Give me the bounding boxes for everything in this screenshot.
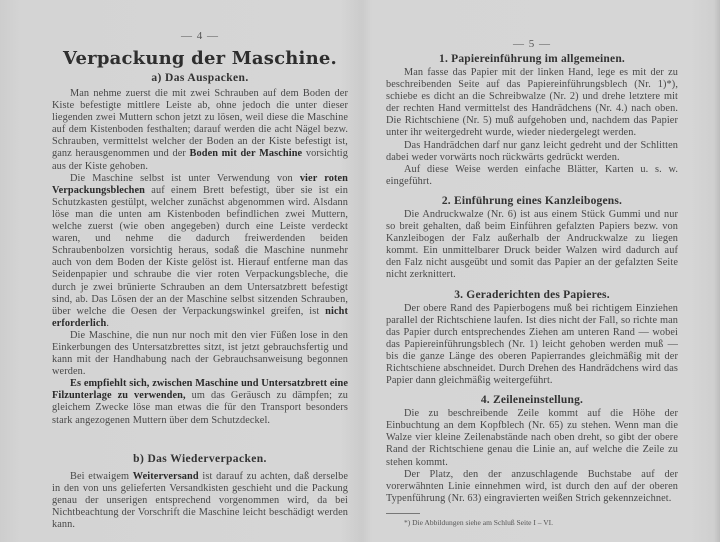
paragraph: Die Andruckwalze (Nr. 6) ist aus einem Stück Gummi und nur so breit gehalten, daß beim Einführen gefalzten Papiers bezw. von Kanzleibogen der Falz außerhalb der Andruckwalze zu liegen kommt. Ein unmittelbarer Druck beider Walzen wird dadurch auf den Falz nicht ausgeübt und somit das Papier an der gefalzten Seite nicht zerknittert. <box>386 208 678 281</box>
emphasized-text: nicht erforderlich <box>52 305 348 329</box>
paragraph <box>52 88 348 173</box>
paragraph <box>52 330 348 378</box>
text-run: auf einem Brett befestigt, über sie ist ein Schutzkasten gestülpt, welcher zunächst abgenommen wird. Alsdann löse man die unten am Kistenboden befindlichen zwei Muttern, welche zuerst (wie oben angegeben) durch eine Leiste verdeckt waren, und nehme die dadurch freiwerdenden beiden Schraubenbolzen vorsichtig heraus, sodaß die Maschine nunmehr auch von dem Boden der Kiste gelöst ist. Hierauf entferne man das Seidenpapier und schraube die vier roten Verpackungsbleche, die durch je zwei brünierte Schrauben an dem Untersatzbrett befestigt sind, ab. Das Lösen der an der Maschine selbst sitzenden Schrauben, über welche die Oesen der Verpackungswinkel greifen, ist <box>52 184 348 317</box>
text-run: vorsichtig aus der Kiste gehoben. <box>52 148 349 172</box>
section-heading-kanzleibogen: 2. Einführung eines Kanzleibogens. <box>441 194 623 207</box>
paragraph: Man fasse das Papier mit der linken Hand, lege es mit der zu beschreibenden Seite auf das Papiereinführungsblech (Nr. 1)*), schiebe es dicht an die Schreibwalze (Nr. 2) und drehe letztere mit der rechten Hand vermittelst des Handrädchens (Nr. 4.) nach oben. Die Richtschiene (Nr. 5) muß aufgehoben und, nachdem das Papier unter ihr weitergedreht wurde, wieder niedergelegt werden. <box>386 67 678 139</box>
section-heading-geraderichten: 3. Geraderichten des Papieres. <box>454 288 610 301</box>
paragraph: Der Platz, den der anzuschlagende Buchstabe auf der vorerwähnten Linie einnehmen wird, ist durch den auf der oberen Typenführung (Nr. 63) eingravierten weißen Strich gekennzeichnet. <box>386 468 678 504</box>
emphasized-text: vier roten Verpackungsblechen <box>52 172 349 196</box>
paragraph: Die zu beschreibende Zeile kommt auf die Höhe der Einbuchtung an dem Kopfblech (Nr. 65) zu stehen. Wenn man die Walze vier kleine Zeilenabstände nach oben dreht, so gibt der obere Rand der Richtschiene genau die Linie an, auf welche die Zeile zu stehen kommt. <box>386 408 678 468</box>
right-page <box>386 0 678 542</box>
section-heading-wiederverpacken: b) Das Wiederverpacken. <box>133 452 267 465</box>
emphasized-text: Boden mit der Maschine <box>189 148 303 160</box>
paragraph: Das Handrädchen darf nur ganz leicht gedreht und der Schlitten dabei weder vorwärts noch rückwärts gedrückt werden. <box>386 139 678 163</box>
text-run: Die Maschine, die nun nur noch mit den vier Füßen lose in den Einkerbungen des Untersatzbrettes sitzt, ist jetzt gebrauchsfertig und kann mit der Handhabung nach der Gebrauchsanweisung begonnen werden. <box>52 329 348 378</box>
emphasized-text: Es empfiehlt sich, zwischen Maschine und Untersatzbrett eine Filzunterlage zu verwenden, <box>52 378 348 402</box>
page-number: — 5 — <box>513 38 551 50</box>
footnote-rule <box>386 513 420 514</box>
text-run: Bei etwaigem <box>70 470 133 482</box>
emphasized-text: Weiterversand <box>132 470 199 482</box>
text-run: . <box>106 317 110 329</box>
chapter-title: Verpackung der Maschine. <box>63 48 337 69</box>
section-heading-auspacken: a) Das Auspacken. <box>151 72 249 84</box>
paragraph <box>52 471 348 531</box>
section-wiederverpacken-body <box>52 471 348 531</box>
paragraph <box>52 378 348 426</box>
section-heading-papiereinfuehrung: 1. Papiereinführung im allgemeinen. <box>439 53 625 65</box>
paragraph: Der obere Rand des Papierbogens muß bei richtigem Einziehen parallel der Richtschiene laufen. Ist dies nicht der Fall, so richte man das Papier durch entsprechendes Ziehen am unteren Rand — wobei das Papiereinführungsblech (Nr. 1) leicht gehoben werden muß — bis die ganze Länge des oberen Papierrandes gleichmäßig mit der Richtschiene abschneidet. Durch Drehen des Handrädchens wird das Papier dann gleichmäßig weitergeführt. <box>386 302 678 387</box>
text-run: um das Geräusch zu dämpfen; zu gleichem Zwecke löse man etwas die für den Transport besonders stark angezogenen Muttern über dem Schutzdeckel. <box>52 390 348 426</box>
page-number: — 4 — <box>181 30 219 42</box>
text-run: ist darauf zu achten, daß derselbe in den von uns gelieferten Versandkisten geschieht und die Packung genau der unserigen entsprechend vorgenommen wird, da bei Nichtbeachtung der Vorschrift die Maschine leicht beschädigt werden kann. <box>52 470 348 530</box>
text-run: Die Maschine selbst ist unter Verwendung von <box>70 172 300 184</box>
paragraph: Auf diese Weise werden einfache Blätter, Karten u. s. w. eingeführt. <box>386 163 678 187</box>
text-run: Man nehme zuerst die mit zwei Schrauben auf dem Boden der Kiste befestigte mittlere Leiste ab, ohne jedoch die unter dieser liegenden zwei Muttern schon jetzt zu lösen, weil diese die Maschine auf dem Kistenboden festhalten; darauf werden die acht Nägel bezw. Schrauben, vermittelst welcher der Boden an der Kiste befestigt ist, ganz herausgenommen und der <box>52 88 348 160</box>
paragraph <box>52 173 348 330</box>
section-heading-zeileneinstellung: 4. Zeileneinstellung. <box>480 394 584 407</box>
footnote: *) Die Abbildungen siehe am Schluß Seite I – VI. <box>404 517 554 527</box>
section-auspacken-body <box>52 88 348 427</box>
left-page <box>52 0 348 542</box>
